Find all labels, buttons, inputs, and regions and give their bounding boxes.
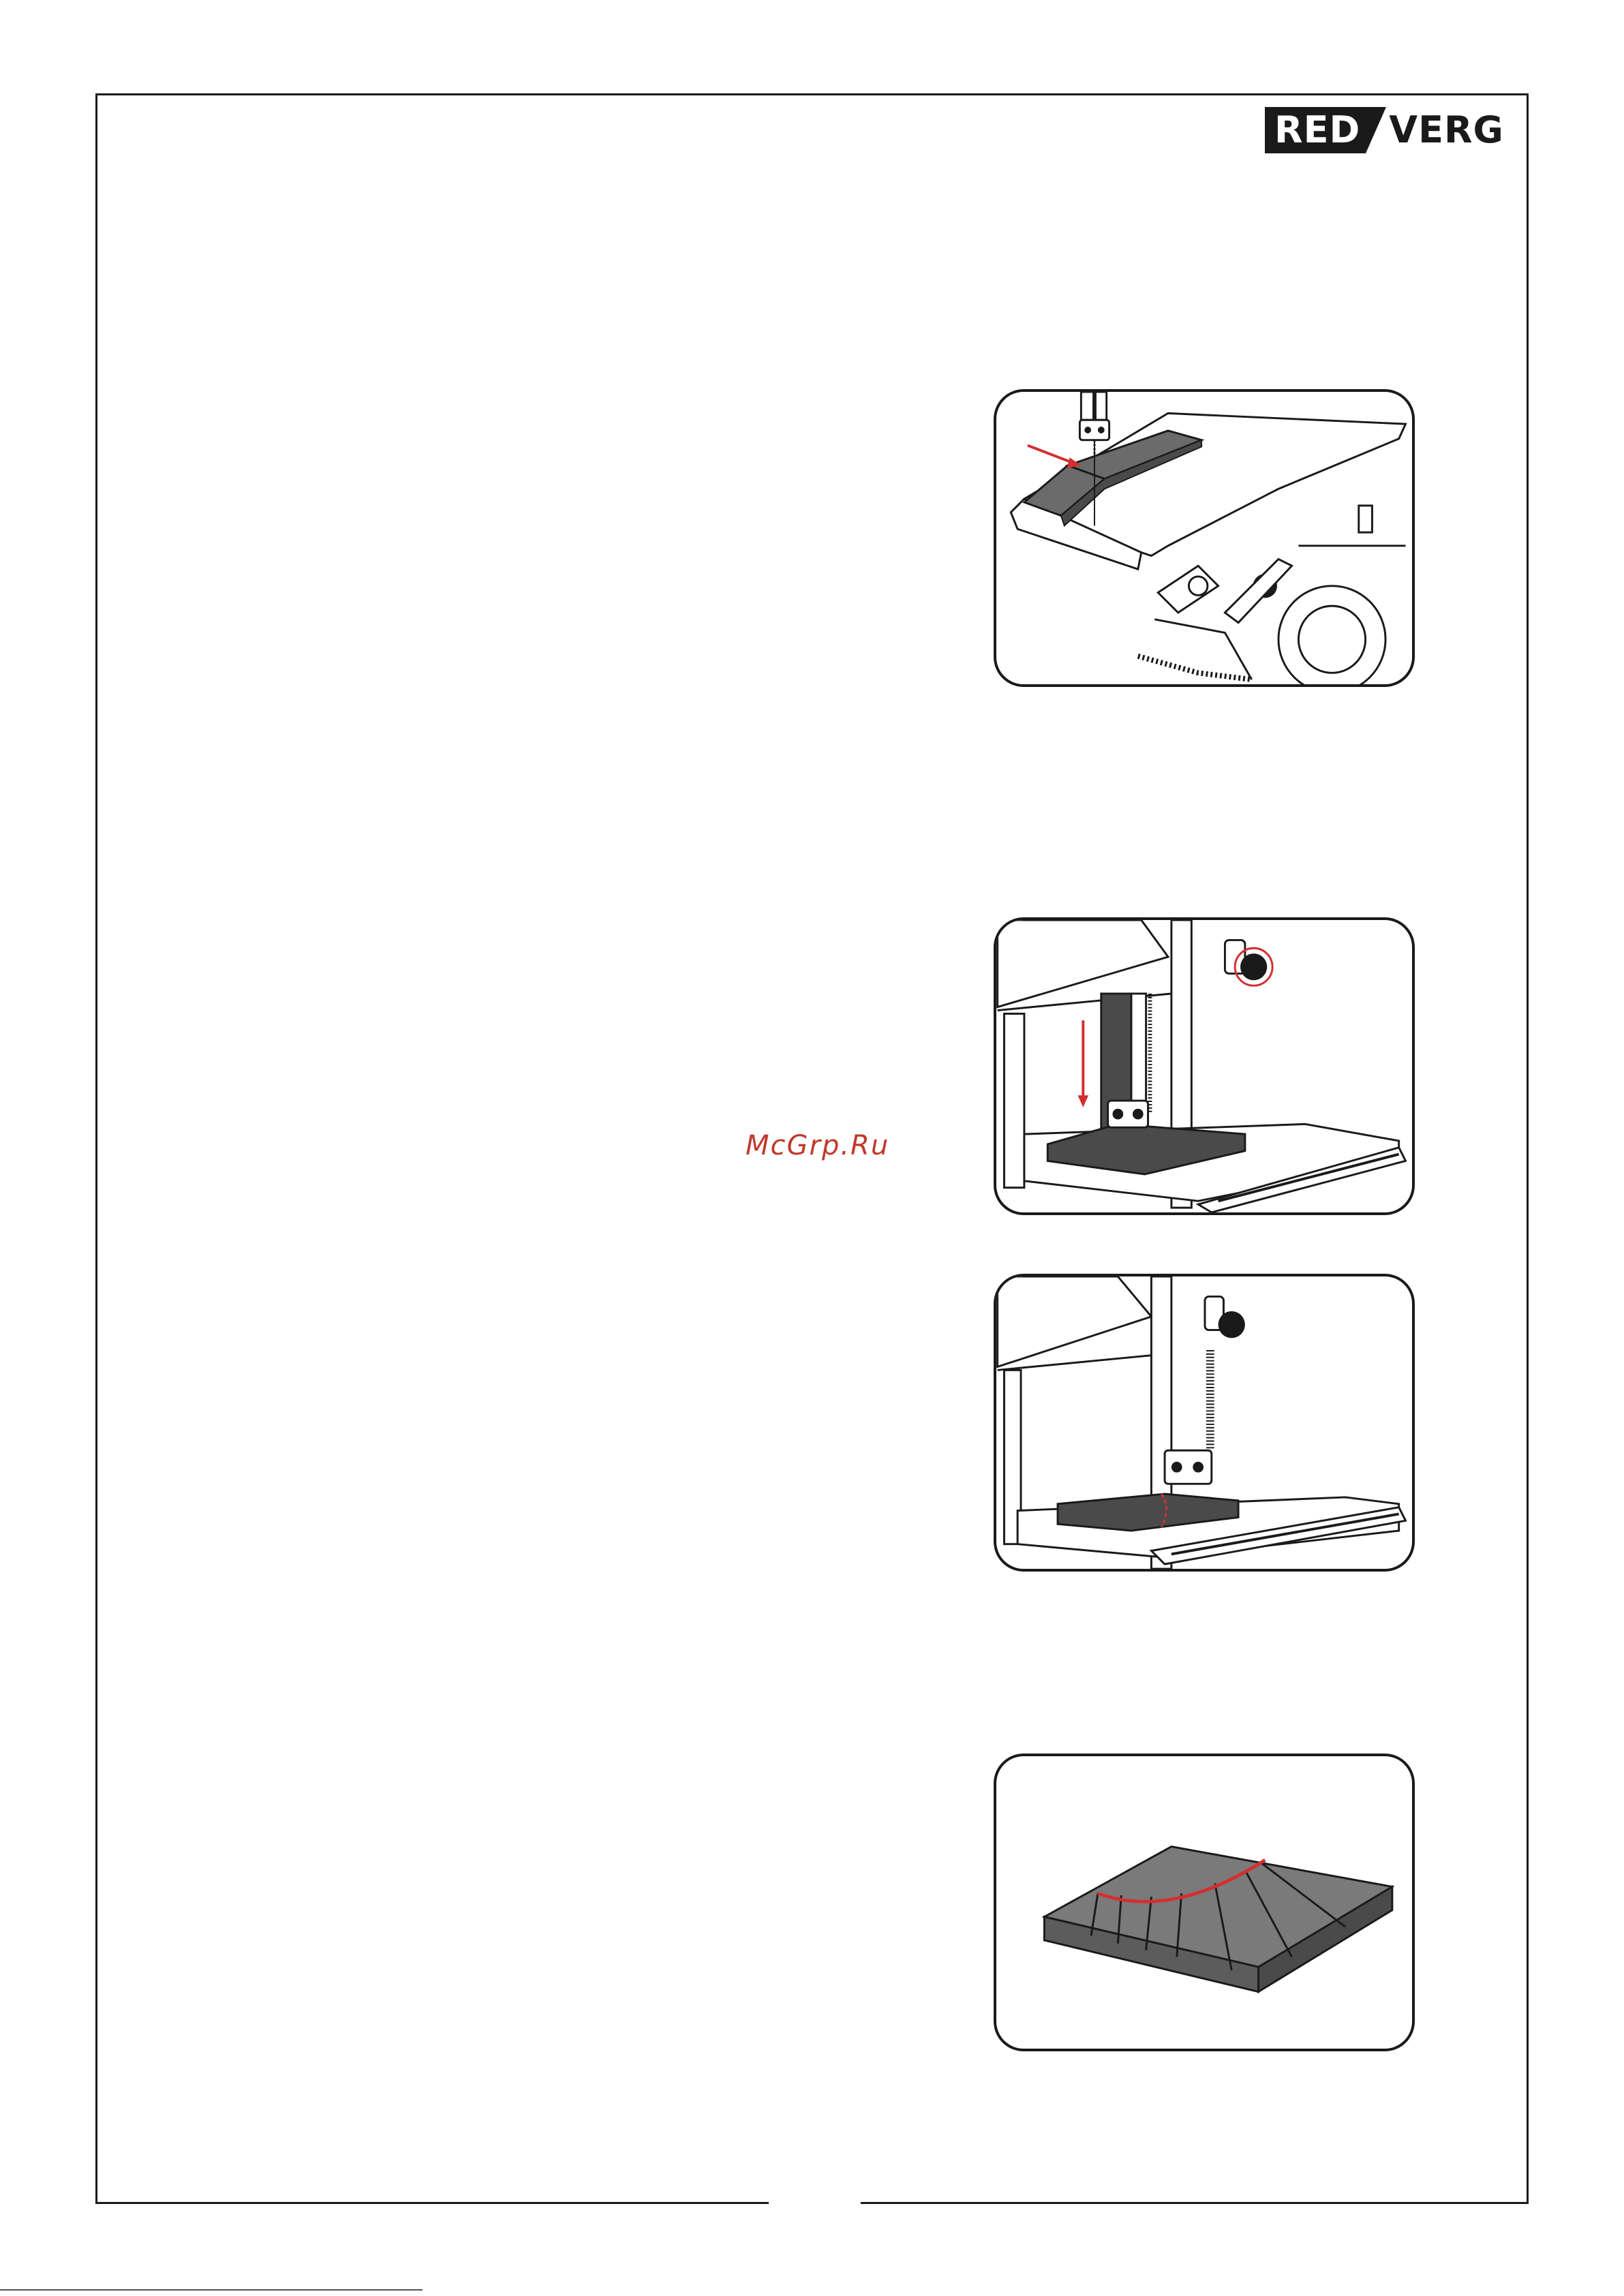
redverg-logo xyxy=(1265,107,1504,153)
page-frame-left xyxy=(95,93,97,2203)
straight-cut-illustration xyxy=(996,1276,1412,1569)
logo-wedge xyxy=(1366,107,1386,153)
page-frame-bottom-right xyxy=(861,2202,1529,2204)
footer-rule xyxy=(0,2289,423,2291)
tilted-table-illustration xyxy=(996,392,1412,684)
page-frame-top xyxy=(95,93,1528,95)
figure-straight-cut xyxy=(994,1274,1415,1572)
figure-guide-lowering xyxy=(994,917,1415,1215)
page-frame-bottom-left xyxy=(95,2202,769,2204)
page-frame-right xyxy=(1527,93,1529,2203)
blade-guide-lowering-illustration xyxy=(996,920,1412,1212)
figure-curved-cuts xyxy=(994,1754,1415,2051)
curved-relief-cuts-illustration xyxy=(996,1756,1412,2049)
logo-red-part: RED xyxy=(1265,107,1366,153)
watermark: McGrp.Ru xyxy=(746,1130,890,1161)
logo-verg-part: VERG xyxy=(1389,108,1504,151)
figure-tilted-table-cut xyxy=(994,389,1415,687)
